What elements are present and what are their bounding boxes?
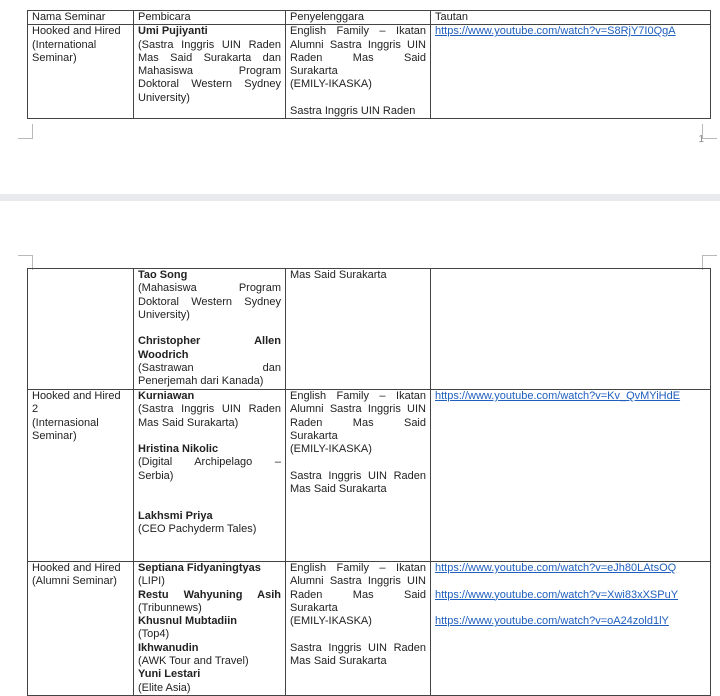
speaker-name: Ikhwanudin	[138, 641, 199, 654]
youtube-link[interactable]: https://www.youtube.com/watch?v=Kv_QvMYiHdE	[435, 390, 681, 402]
speaker-name: Yuni Lestari	[138, 668, 201, 681]
speakers-cell	[134, 390, 286, 562]
table-row	[28, 562, 711, 696]
speaker-name: Lakhsmi Priya	[138, 509, 213, 522]
organizer-line: Raden Mas Said	[290, 51, 426, 64]
organizer-line: Surakarta	[290, 429, 338, 442]
speaker-affiliation: (Elite Asia)	[138, 681, 191, 694]
youtube-link[interactable]: https://www.youtube.com/watch?v=oA24zold1lY	[435, 615, 669, 628]
document-page-2	[0, 201, 720, 696]
speaker-name: Kurniawan	[138, 390, 195, 402]
youtube-link[interactable]: https://www.youtube.com/watch?v=Xwi83xXSPuY	[435, 588, 679, 601]
seminar-name-cell	[28, 269, 134, 390]
header-penyelenggara: Penyelenggara	[286, 11, 431, 25]
speaker-affiliation: (Sastra Inggris UIN Raden	[138, 38, 281, 51]
seminar-name-line: Hooked and Hired	[32, 390, 121, 402]
organizer-line: Mas Said Surakarta	[290, 269, 387, 281]
speaker-affiliation: Doktoral Western Sydney	[138, 78, 281, 91]
organizer-line: (EMILY-IKASKA)	[290, 615, 372, 628]
speakers-cell	[134, 25, 286, 119]
speaker-affiliation: (Digital Archipelago –	[138, 456, 281, 469]
crop-mark-icon	[702, 124, 717, 139]
speaker-name: Khusnul Mubtadiin	[138, 615, 237, 628]
youtube-link[interactable]: https://www.youtube.com/watch?v=S8RjY7I0QgA	[435, 25, 676, 38]
link-cell	[431, 562, 711, 696]
organizer-cell	[286, 269, 431, 390]
seminar-name-line: (International	[32, 38, 97, 51]
organizer-line: English Family – Ikatan	[290, 25, 426, 38]
table-header-row	[28, 11, 711, 25]
table-row	[28, 25, 711, 119]
header-nama-seminar: Nama Seminar	[28, 11, 134, 25]
speaker-name: Restu Wahyuning Asih	[138, 588, 281, 601]
seminar-name-line: Seminar)	[32, 429, 77, 442]
link-cell	[431, 269, 711, 390]
speaker-name: Septiana Fidyaningtyas	[138, 562, 261, 574]
table-row	[28, 390, 711, 562]
organizer-cell	[286, 562, 431, 696]
speaker-affiliation: University)	[138, 91, 190, 104]
seminar-name-line: 2	[32, 403, 39, 416]
seminar-table-part-1	[27, 10, 711, 119]
header-tautan: Tautan	[431, 11, 711, 25]
organizer-line: (EMILY-IKASKA)	[290, 78, 372, 91]
organizer-line: Alumni Sastra Inggris UIN	[290, 403, 426, 416]
speaker-affiliation: (Mahasiswa Program	[138, 282, 281, 295]
crop-mark-icon	[18, 124, 33, 139]
speaker-name: Tao Song	[138, 269, 188, 281]
speaker-affiliation: (Tribunnews)	[138, 601, 202, 614]
speaker-affiliation: (CEO Pachyderm Tales)	[138, 522, 257, 535]
speaker-affiliation: (Sastra Inggris UIN Raden	[138, 403, 281, 416]
organizer-line: Mas Said Surakarta	[290, 655, 387, 668]
organizer-cell	[286, 25, 431, 119]
speakers-cell	[134, 562, 286, 696]
organizer-line: Sastra Inggris UIN Raden	[290, 105, 416, 118]
seminar-table-part-2	[27, 268, 711, 696]
speakers-cell	[134, 269, 286, 390]
seminar-name-cell	[28, 562, 134, 696]
speaker-affiliation: (AWK Tour and Travel)	[138, 655, 249, 668]
speaker-affiliation: Mas Said Surakarta dan	[138, 51, 281, 64]
header-pembicara: Pembicara	[134, 11, 286, 25]
page-number: 1	[698, 134, 704, 145]
speaker-affiliation: Serbia)	[138, 469, 174, 482]
link-cell	[431, 390, 711, 562]
organizer-line: Alumni Sastra Inggris UIN	[290, 38, 426, 51]
seminar-name-line: Seminar)	[32, 51, 77, 64]
speaker-affiliation: (Sastrawan dan	[138, 362, 281, 375]
youtube-link[interactable]: https://www.youtube.com/watch?v=eJh80LAtsOQ	[435, 562, 677, 574]
seminar-name-cell	[28, 25, 134, 119]
document-page-1	[0, 0, 720, 194]
speaker-affiliation: Penerjemah dari Kanada)	[138, 375, 264, 388]
speaker-affiliation: Mahasiswa Program	[138, 65, 281, 78]
seminar-name-cell	[28, 390, 134, 562]
seminar-name-line: Hooked and Hired	[32, 562, 121, 574]
speaker-name: Woodrich	[138, 348, 189, 361]
speaker-name: Hristina Nikolic	[138, 443, 219, 456]
speaker-affiliation: University)	[138, 308, 190, 321]
page-separator	[0, 194, 720, 201]
speaker-affiliation: (Top4)	[138, 628, 170, 641]
organizer-line: English Family – Ikatan	[290, 390, 426, 402]
organizer-line: Sastra Inggris UIN Raden	[290, 469, 426, 482]
organizer-line: (EMILY-IKASKA)	[290, 443, 372, 456]
organizer-cell	[286, 390, 431, 562]
speaker-name: Christopher Allen	[138, 335, 281, 348]
organizer-line: Raden Mas Said	[290, 588, 426, 601]
organizer-line: Mas Said Surakarta	[290, 483, 387, 496]
speaker-affiliation: Doktoral Western Sydney	[138, 295, 281, 308]
organizer-line: English Family – Ikatan	[290, 562, 426, 574]
organizer-line: Alumni Sastra Inggris UIN	[290, 575, 426, 588]
seminar-name-line: (Alumni Seminar)	[32, 575, 117, 588]
speaker-affiliation: Mas Said Surakarta)	[138, 416, 239, 429]
speaker-affiliation: (LIPI)	[138, 575, 165, 588]
organizer-line: Raden Mas Said	[290, 416, 426, 429]
table-row	[28, 269, 711, 390]
organizer-line: Surakarta	[290, 601, 338, 614]
seminar-name-line: Hooked and Hired	[32, 25, 121, 38]
speaker-name: Umi Pujiyanti	[138, 25, 208, 38]
organizer-line: Surakarta	[290, 65, 338, 78]
link-cell	[431, 25, 711, 119]
seminar-name-line: (Internasional	[32, 416, 99, 429]
organizer-line: Sastra Inggris UIN Raden	[290, 641, 426, 654]
